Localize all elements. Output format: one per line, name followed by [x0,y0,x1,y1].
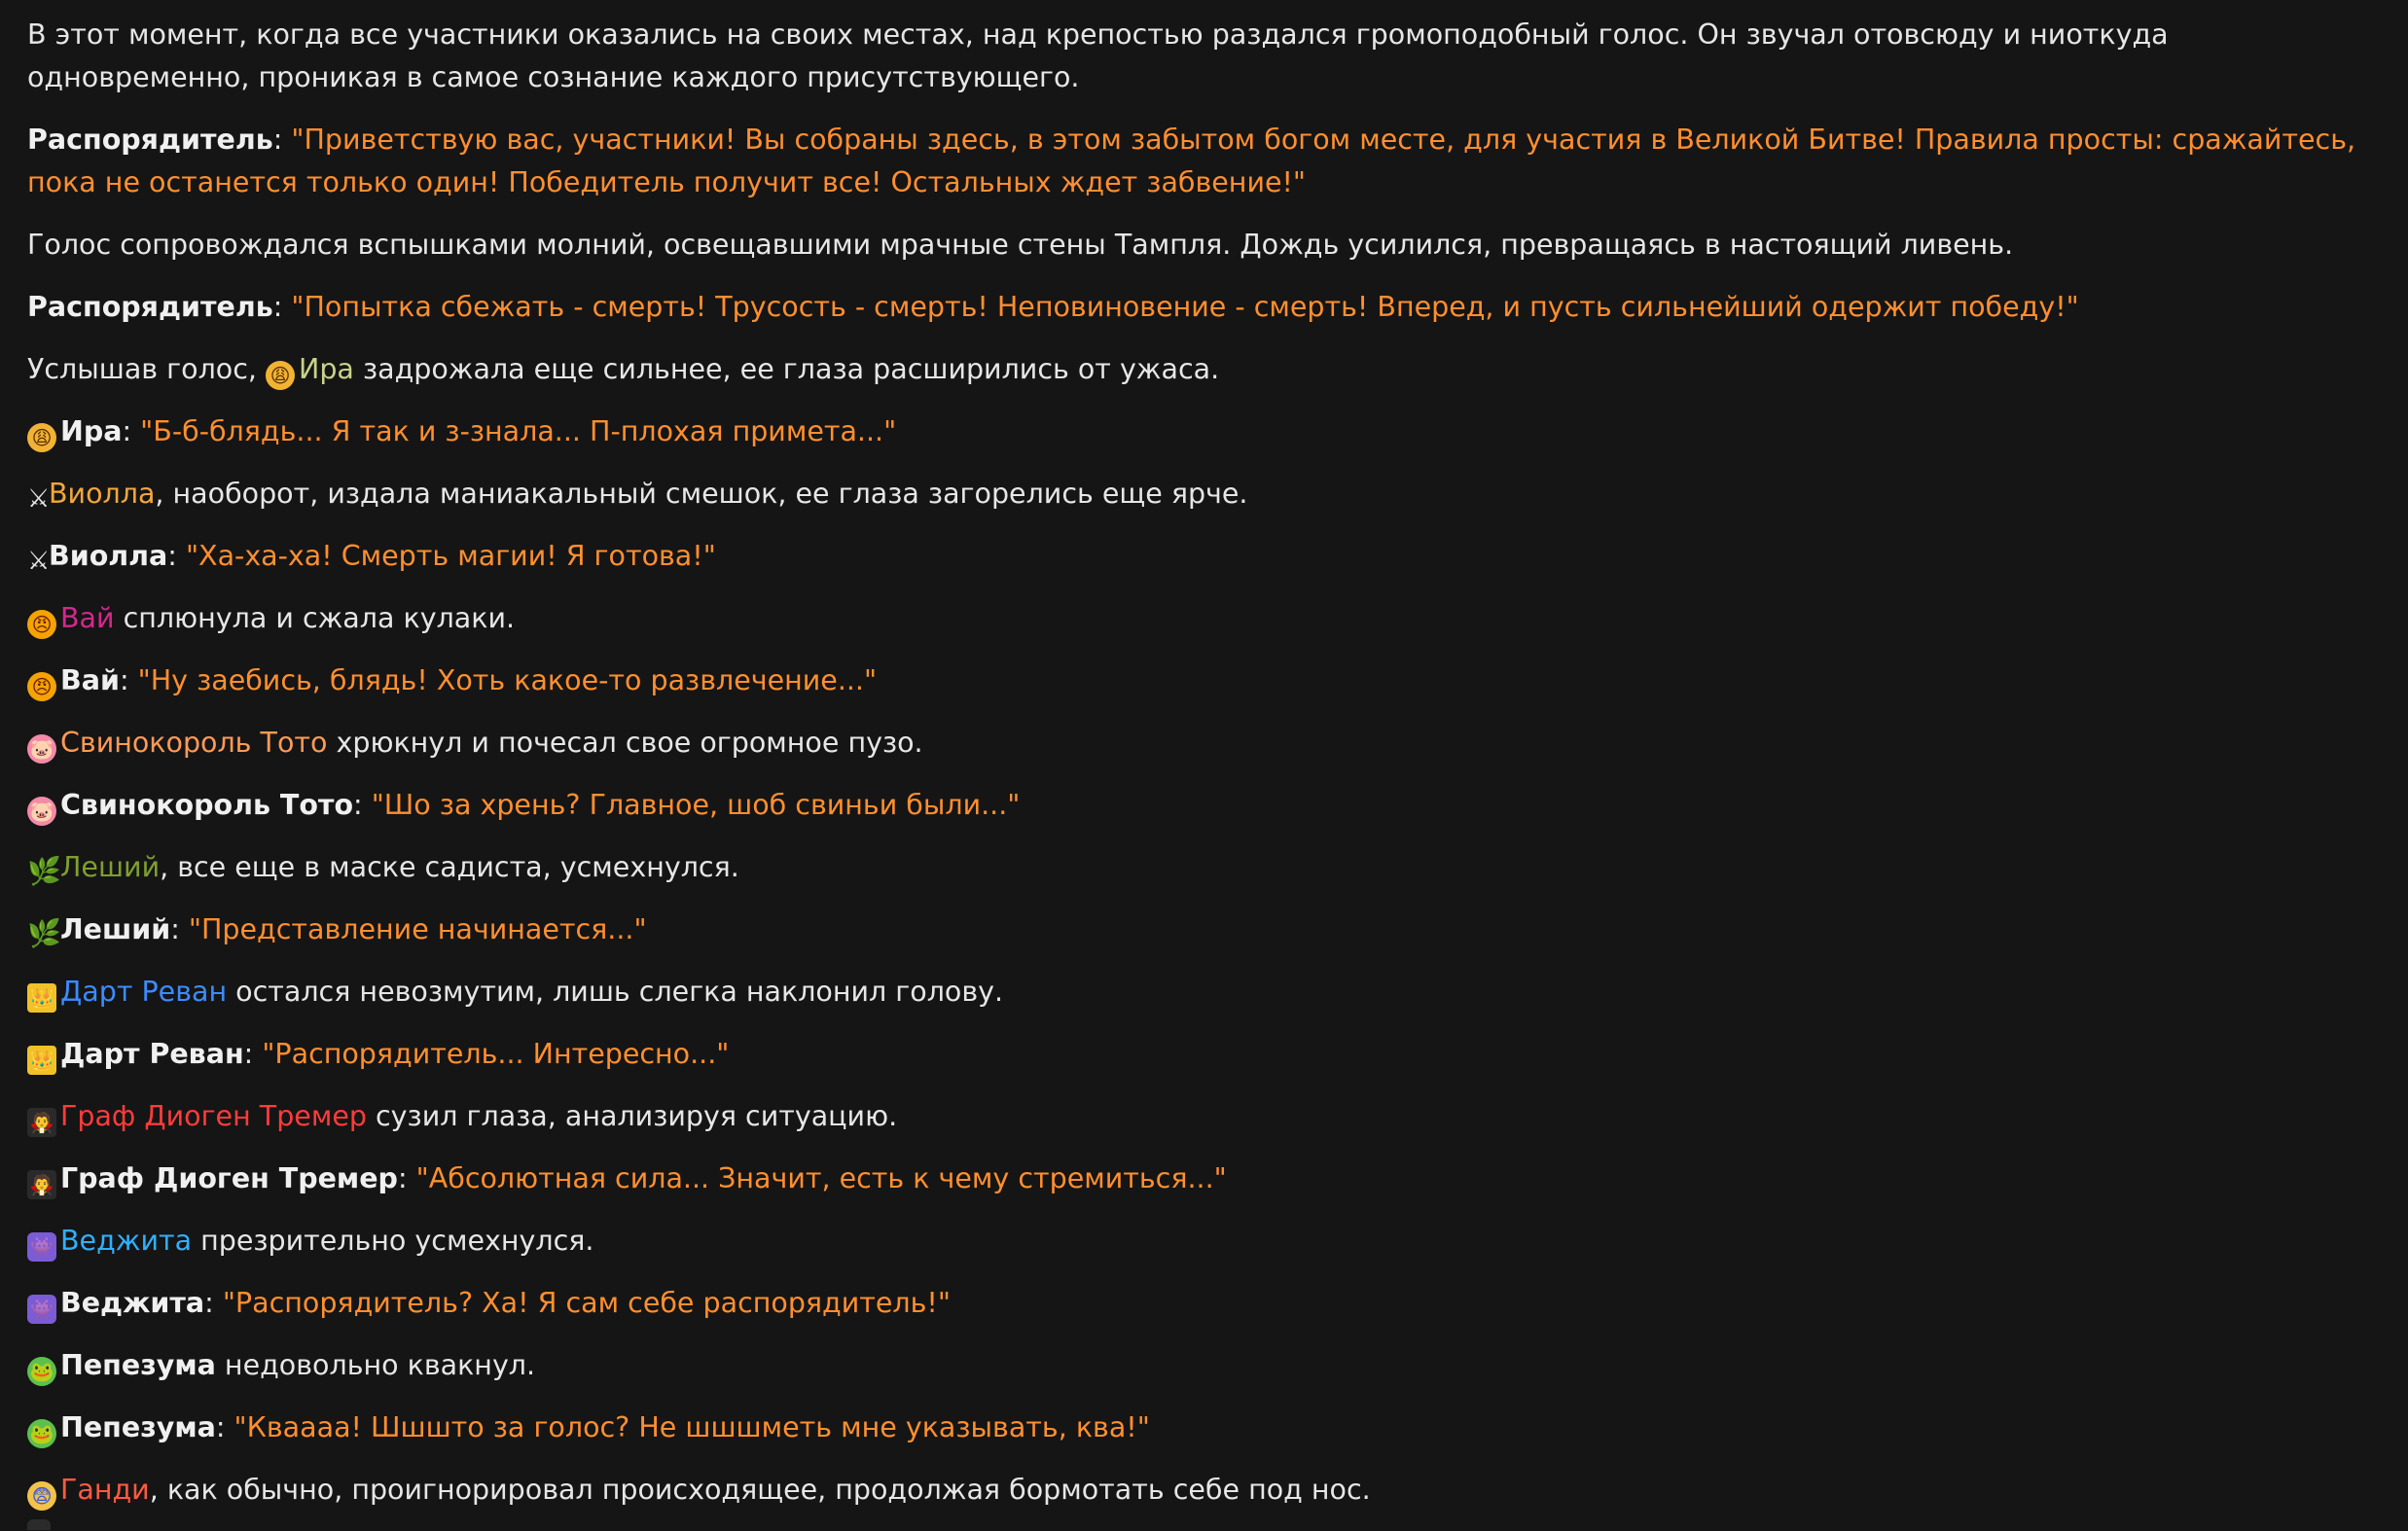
speaker-separator: : [243,1038,263,1070]
narration-leshiy [27,846,2382,889]
speaker-separator: : [170,913,189,945]
narration-intro [27,14,2382,99]
narration-pepe [27,1344,2382,1387]
speech-text: "Ха-ха-ха! Смерть магии! Я готова!" [185,540,716,572]
character-name-ira: Ира [299,353,354,385]
narration-text: недовольно квакнул. [215,1349,536,1381]
speech-text: "Распорядитель? Ха! Я сам себе распорядитель!" [222,1287,951,1319]
speech-text: "Абсолютная сила... Значит, есть к чему стремиться..." [415,1162,1227,1194]
speaker-name: Распорядитель [27,124,273,156]
narration-violla [27,473,2382,516]
character-name-vegeta: Веджита [60,1225,193,1257]
frog-icon: 🐸 [27,1419,56,1448]
speech-text: "Б-б-блядь... Я так и з-знала... П-плохая примета..." [140,415,897,447]
speech-text: "Приветствую вас, участники! Вы собраны здесь, в этом забытом богом месте, для участия в Великой Битве! Правила просты: сражайтесь, пока не останется только один! Победитель получит все! Остальных ждет забвение!" [27,124,2356,198]
speaker-separator: : [122,415,141,447]
narration-text: сузил глаза, анализируя ситуацию. [366,1100,898,1132]
narration-suffix: задрожала еще сильнее, ее глаза расширились от ужаса. [353,353,1220,385]
speaker-separator: : [167,540,186,572]
speaker-name: Пепезума [60,1411,216,1443]
crown-icon: 👑 [27,1046,56,1075]
narration-text: , наоборот, издала маниакальный смешок, ее глаза загорелись еще ярче. [155,478,1248,510]
narration-vai [27,597,2382,640]
narration-text: остался невозмутим, лишь слегка наклонил голову. [227,976,1004,1008]
speaker-separator: : [215,1411,234,1443]
crossed-swords-icon: ⚔ [27,547,51,576]
narration-gandi [27,1469,2382,1512]
pig-face-icon: 🐷 [27,797,56,826]
message-violla [27,535,2382,578]
speaker-separator: : [272,124,292,156]
speaker-name: Дарт Реван [60,1038,244,1070]
narration-ira [27,348,2382,391]
narration-text: презрительно усмехнулся. [192,1225,594,1257]
speaker-name: Веджита [60,1287,205,1319]
speaker-name: Свинокороль Тото [60,789,354,821]
narration-text: хрюкнул и почесал свое огромное пузо. [327,727,923,759]
character-name-gandi: Ганди [60,1474,150,1506]
pig-face-icon: 🐷 [27,734,56,764]
character-name-toto: Свинокороль Тото [60,727,328,759]
speaker-name: Распорядитель [27,291,273,323]
narration-text: , как обычно, проигнорировал происходящее, продолжая бормотать себе под нос. [149,1474,1371,1506]
tired-face-icon: 😩 [266,361,295,390]
narration-text: сплюнула и сжала кулаки. [114,602,516,634]
vampire-icon: 🧛 [27,1170,56,1199]
message-pepe [27,1406,2382,1449]
narration-graf [27,1095,2382,1138]
speaker-separator: : [397,1162,416,1194]
speech-text: "Квааaa! Шшшто за голос? Не шшшметь мне указывать, ква!" [234,1411,1150,1443]
speaker-name: Граф Диоген Тремер [60,1162,398,1194]
message-leshiy [27,908,2382,951]
narration-voice [27,224,2382,267]
alien-monster-icon: 👾 [27,1295,56,1324]
speech-text: "Попытка сбежать - смерть! Трусость - смерть! Неповиновение - смерть! Вперед, и пусть сильнейший одержит победу!" [291,291,2079,323]
angry-face-icon: 😠 [27,672,56,701]
message-announcer-2 [27,286,2382,329]
character-name-leshiy: Леший [60,851,161,883]
message-ira [27,410,2382,453]
speaker-separator: : [272,291,292,323]
next-message-icon-partial [27,1519,51,1530]
alien-monster-icon: 👾 [27,1232,56,1262]
narration-revan [27,971,2382,1014]
herb-icon: 🌿 [27,855,61,887]
crown-icon: 👑 [27,983,56,1013]
chat-transcript [27,14,2382,1531]
narration-voice-text: Голос сопровождался вспышками молний, освещавшими мрачные стены Тампля. Дождь усилился, превращаясь в настоящий ливень. [27,229,2014,261]
speaker-name: Ира [60,415,123,447]
vampire-icon: 🧛 [27,1108,56,1137]
frog-icon: 🐸 [27,1357,56,1386]
crossed-swords-icon: ⚔ [27,484,51,514]
speech-text: "Ну заебись, блядь! Хоть какое-то развлечение..." [137,664,878,696]
narration-text: , все еще в маске садиста, усмехнулся. [160,851,739,883]
message-toto [27,784,2382,827]
character-name-graf: Граф Диоген Тремер [60,1100,367,1132]
speech-text: "Распорядитель... Интересно..." [262,1038,730,1070]
message-vai [27,659,2382,702]
herb-icon: 🌿 [27,917,61,949]
narration-vegeta [27,1220,2382,1263]
character-name-revan: Дарт Реван [60,976,228,1008]
speech-text: "Шо за хрень? Главное, шоб свиньи были..." [371,789,1021,821]
character-name-vai: Вай [60,602,115,634]
character-name-pepe: Пепезума [60,1349,216,1381]
speaker-name: Вай [60,664,120,696]
speaker-separator: : [204,1287,223,1319]
narration-intro-text: В этот момент, когда все участники оказались на своих местах, над крепостью раздался громоподобный голос. Он звучал отовсюду и ниоткуда одновременно, проникая в самое сознание каждого присутствующего. [27,18,2169,93]
speaker-separator: : [353,789,372,821]
message-announcer-1 [27,119,2382,204]
narration-prefix: Услышав голос, [27,353,267,385]
speaker-name: Виолла [49,540,168,572]
tired-face-icon: 😩 [27,423,56,452]
narration-toto [27,722,2382,765]
character-name-violla: Виолла [49,478,156,510]
message-vegeta [27,1282,2382,1325]
speech-text: "Представление начинается..." [188,913,647,945]
speaker-separator: : [119,664,138,696]
angry-face-icon: 😠 [27,610,56,639]
speaker-name: Леший [60,913,171,945]
message-revan [27,1033,2382,1076]
fearful-face-icon: 😨 [27,1481,56,1511]
message-graf [27,1157,2382,1200]
